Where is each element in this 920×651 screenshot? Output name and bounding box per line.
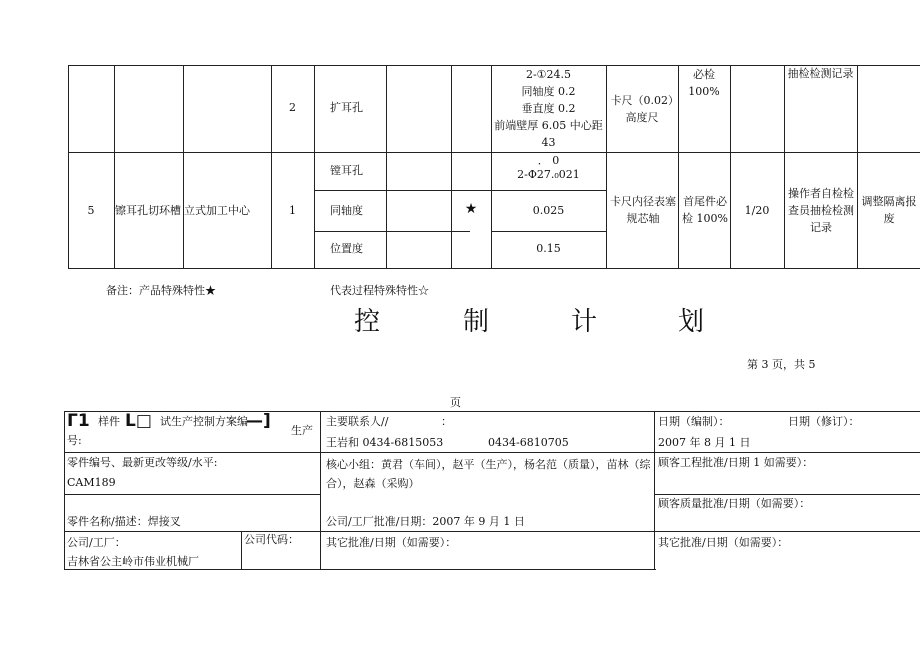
company-name: 吉林省公主岭市伟业机械厂 bbox=[67, 555, 199, 568]
row-a-record: 抽检检测记录 bbox=[787, 67, 854, 80]
contact-name-phone: 王岩和 0434-6815053 bbox=[326, 436, 444, 449]
row-b-process: 镲耳孔切环槽 bbox=[115, 204, 181, 217]
other-approval-2: 其它批准/日期（如需要）： bbox=[658, 536, 789, 549]
bracket-mark: —] bbox=[246, 411, 271, 431]
spec-line: 2-①24.5 bbox=[525, 68, 572, 81]
row-b-no: 5 bbox=[87, 204, 95, 217]
contact-label: 主要联系人// bbox=[326, 415, 389, 428]
row-a-sample: 必检100% bbox=[688, 68, 720, 98]
date-compiled-value: 2007 年 8 月 1 日 bbox=[658, 436, 751, 449]
other-approval-1: 其它批准/日期（如需要）： bbox=[326, 536, 457, 549]
title-char: 划 bbox=[678, 307, 705, 337]
production-label: 生产 bbox=[291, 424, 313, 437]
page-indicator: 第 3 页，共 5 bbox=[747, 358, 816, 371]
row-b-gauge: 卡尺内径表塞规芯轴 bbox=[610, 195, 676, 225]
note-process-characteristic: 代表过程特殊特性☆ bbox=[330, 284, 429, 297]
row-b-machine: 立式加工中心 bbox=[184, 204, 250, 217]
customer-quality-approval: 顾客质量批准/日期（如需要）： bbox=[658, 497, 811, 510]
part-name: 零件名称/描述：焊接叉 bbox=[67, 515, 181, 528]
date-compiled-label: 日期（编制）： bbox=[658, 415, 730, 428]
row-a-spec bbox=[491, 66, 606, 151]
row-b-record: 操作者自检检查员抽检检测记录 bbox=[788, 187, 854, 234]
company-label: 公司/工厂： bbox=[67, 536, 126, 549]
customer-engineering-approval: 顾客工程批准/日期 1 如需要）： bbox=[658, 456, 814, 469]
trial-production-label: 试生产控制方案编 bbox=[160, 415, 248, 428]
title-char: 制 bbox=[463, 307, 490, 337]
page-indicator-suffix: 页 bbox=[450, 396, 461, 409]
spec-line: 前端壁厚 6.05 中心距 bbox=[494, 119, 603, 132]
row-b-feature-1: 镗耳孔 bbox=[330, 164, 363, 177]
contact-phone-2: 0434-6810705 bbox=[488, 436, 569, 449]
row-a-feature: 扩耳孔 bbox=[330, 101, 363, 114]
row-b-spec-1: 2-Φ27.₀021 bbox=[517, 168, 580, 181]
row-a-gauge: 卡尺（0.02）高度尺 bbox=[610, 94, 674, 124]
contact-colon: ： bbox=[441, 415, 452, 428]
row-b-feature-3: 位置度 bbox=[330, 242, 363, 255]
core-team: 核心小组：黄君（车间），赵平（生产），杨名范（质量），苗林（综合），赵森（采购） bbox=[326, 458, 651, 490]
company-code-label: 公司代码： bbox=[244, 533, 299, 546]
spec-line: 垂直度 0.2 bbox=[521, 102, 576, 115]
logo-mark-a: Γ1 bbox=[67, 411, 90, 431]
date-revised-label: 日期（修订）： bbox=[788, 415, 860, 428]
part-revision-label: 零件编号、最新更改等级/水平: bbox=[67, 456, 218, 469]
row-b-reaction: 调整隔离报废 bbox=[861, 195, 917, 225]
title-char: 控 bbox=[354, 307, 381, 337]
title-char: 计 bbox=[571, 307, 598, 337]
plant-approval: 公司/工厂批准/日期：2007 年 9 月 1 日 bbox=[326, 515, 525, 528]
row-b-feature-2: 同轴度 bbox=[330, 204, 363, 217]
spec-line: 43 bbox=[541, 136, 556, 149]
spec-line: 同轴度 0.2 bbox=[521, 85, 576, 98]
sample-label: 样件 bbox=[98, 415, 120, 428]
row-b-spec-1-top: ． 0 bbox=[537, 154, 560, 167]
special-characteristic-star-icon: ★ bbox=[464, 201, 478, 217]
row-b-seq: 1 bbox=[289, 204, 296, 217]
row-b-sample: 首尾件必检 100% bbox=[682, 195, 728, 225]
row-b-spec-3: 0.15 bbox=[536, 242, 561, 255]
part-number: CAM189 bbox=[67, 476, 116, 489]
row-b-spec-2: 0.025 bbox=[532, 204, 565, 217]
row-b-frequency: 1/20 bbox=[744, 204, 770, 217]
note-product-characteristic: 备注：产品特殊特性★ bbox=[106, 284, 216, 297]
row-a-seq: 2 bbox=[289, 101, 296, 114]
logo-mark-b: L□ bbox=[125, 411, 152, 431]
control-plan-number-label: 号: bbox=[67, 434, 82, 447]
